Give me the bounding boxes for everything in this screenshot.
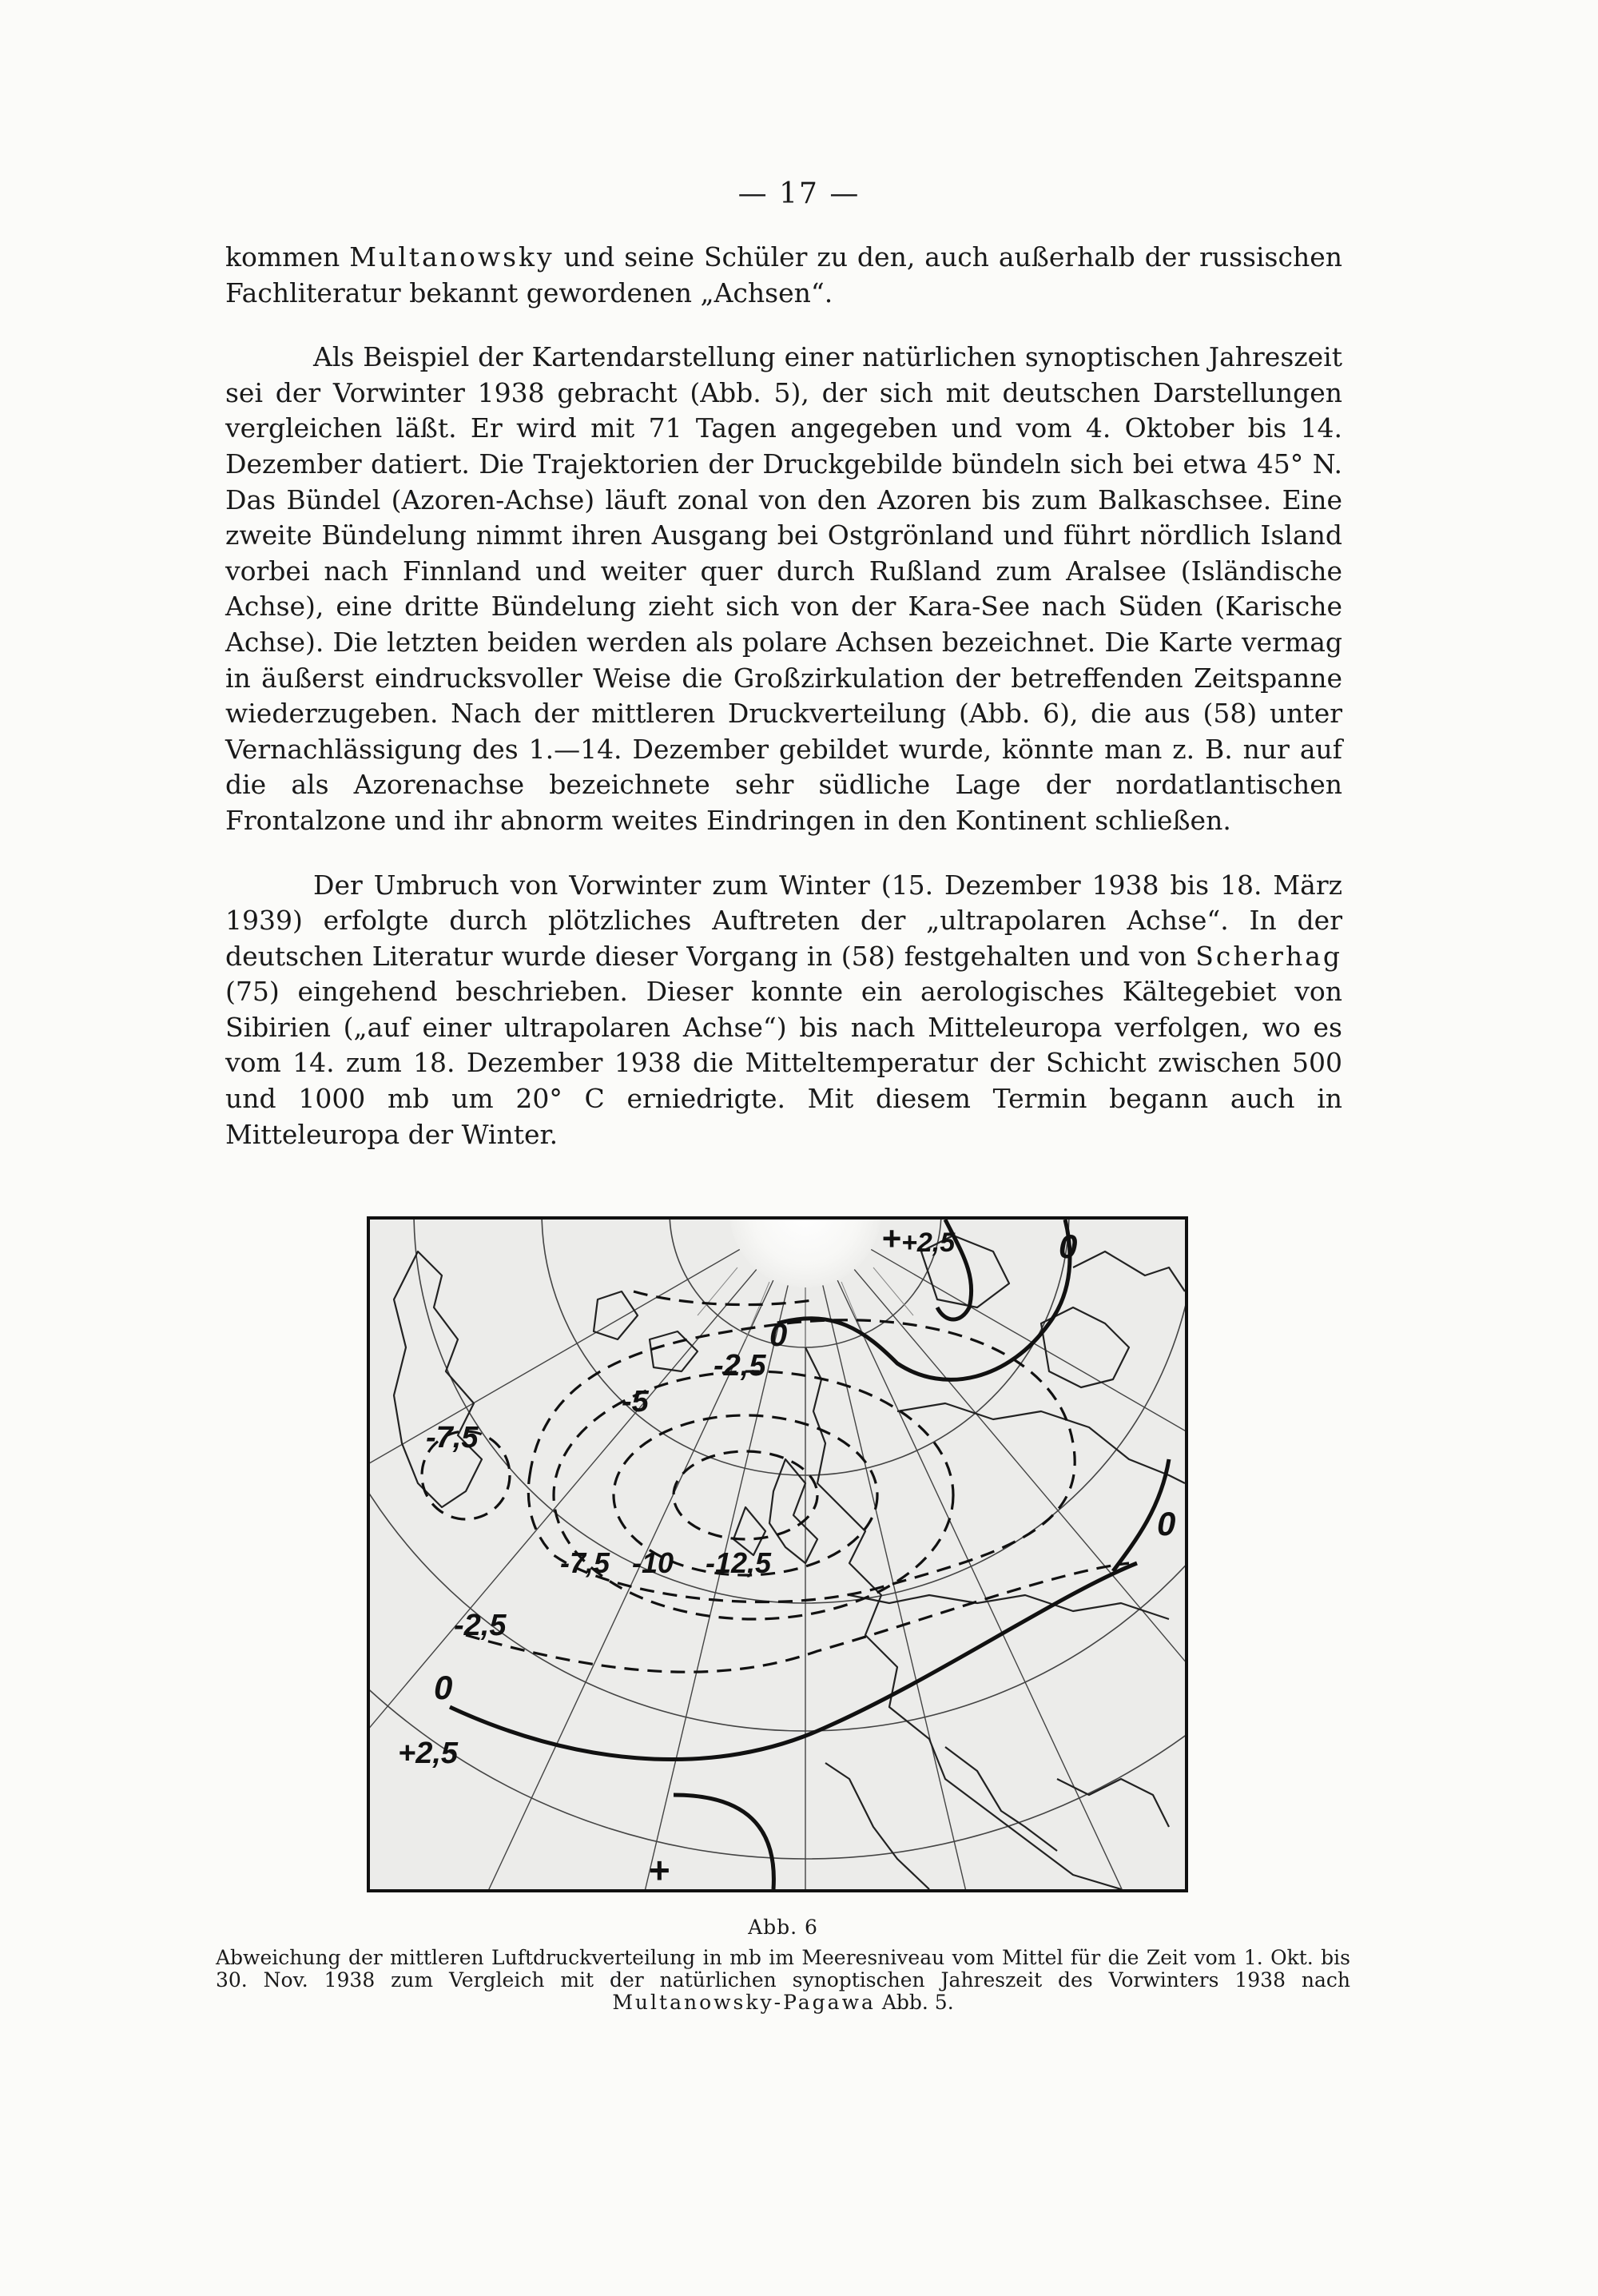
figure-caption-text: Abweichung der mittleren Luftdruckverteilung in mb im Meeresniveau vom Mittel für die Zeit vom 1. Okt. bis 30. Nov. 1938 zum Vergleich mit der natürlichen synoptischen Jahreszeit des Vorwinters 1938 nach Multanowsky-Pagawa Abb. 5.: [216, 1946, 1350, 2014]
label-zero-right: 0: [1157, 1505, 1176, 1542]
label-zero-north: 0: [769, 1318, 788, 1353]
label-minus25-left: -2,5: [454, 1609, 507, 1642]
figure-label: Abb. 6: [748, 1916, 818, 1939]
label-plus25-left: +2,5: [398, 1737, 459, 1770]
paragraph-1: kommen Multanowsky und seine Schüler zu den, auch außerhalb der russischen Fachliteratur bekannt gewordenen „Achsen“.: [225, 241, 1342, 308]
label-plus25-top: +2,5: [901, 1228, 956, 1258]
label-plus-bottom: +: [648, 1849, 670, 1889]
label-plus-top: +: [881, 1220, 901, 1257]
label-minus75-left: -7,5: [426, 1421, 479, 1454]
label-zero-left: 0: [434, 1669, 453, 1706]
label-minus25-north: -2,5: [714, 1349, 766, 1383]
label-minus10: -10: [632, 1546, 674, 1579]
figure-caption: [216, 1916, 1350, 2014]
label-zero-top-right: 0: [1059, 1228, 1078, 1265]
author-name-multanowsky-pagawa: Multanowsky-Pagawa: [612, 1991, 876, 2014]
label-minus125: -12,5: [706, 1546, 772, 1579]
label-minus75-center: -7,5: [560, 1546, 610, 1579]
body-text: [225, 240, 1342, 1152]
author-name-multanowsky: Multanowsky: [349, 241, 555, 273]
pressure-anomaly-map: [367, 1216, 1188, 1892]
label-minus5: -5: [622, 1385, 649, 1419]
page-number: — 17 —: [737, 177, 861, 210]
paragraph-3: Der Umbruch von Vorwinter zum Winter (15. Dezember 1938 bis 18. März 1939) erfolgte durch plötzliches Auftreten der „ultrapolaren Achse“. In der deutschen Literatur wurde dieser Vorgang in (58) festgehalten und von Scherhag (75) eingehend beschrieben. Dieser konnte ein aerologisches Kältegebiet von Sibirien („auf einer ultrapolaren Achse“) bis nach Mitteleuropa verfolgen, wo es vom 14. zum 18. Dezember 1938 die Mitteltemperatur der Schicht zwischen 500 und 1000 mb um 20° C erniedrigte. Mit diesem Termin begann auch in Mitteleuropa der Winter.: [225, 869, 1342, 1150]
author-name-scherhag: Scherhag: [1195, 940, 1342, 972]
paragraph-2: Als Beispiel der Kartendarstellung einer natürlichen synoptischen Jahreszeit sei der Vorwinter 1938 gebracht (Abb. 5), der sich mit deutschen Darstellungen vergleichen läßt. Er wird mit 71 Tagen angegeben und vom 4. Oktober bis 14. Dezember datiert. Die Trajektorien der Druckgebilde bündeln sich bei etwa 45° N. Das Bündel (Azoren-Achse) läuft zonal von den Azoren bis zum Balkaschsee. Eine zweite Bündelung nimmt ihren Ausgang bei Ostgrönland und führt nördlich Island vorbei nach Finnland und weiter quer durch Rußland zum Aralsee (Isländische Achse), eine dritte Bündelung zieht sich von der Kara-See nach Süden (Karische Achse). Die letzten beiden werden als polare Achsen bezeichnet. Die Karte vermag in äußerst eindrucksvoller Weise die Großzirkulation der betreffenden Zeitspanne wiederzugeben. Nach der mittleren Druckverteilung (Abb. 6), die aus (58) unter Vernachlässigung des 1.—14. Dezember gebildet wurde, könnte man z. B. nur auf die als Azorenachse bezeichnete sehr südliche Lage der nordatlantischen Frontalzone und ihr abnorm weites Eindringen in den Kontinent schließen.: [225, 341, 1342, 836]
